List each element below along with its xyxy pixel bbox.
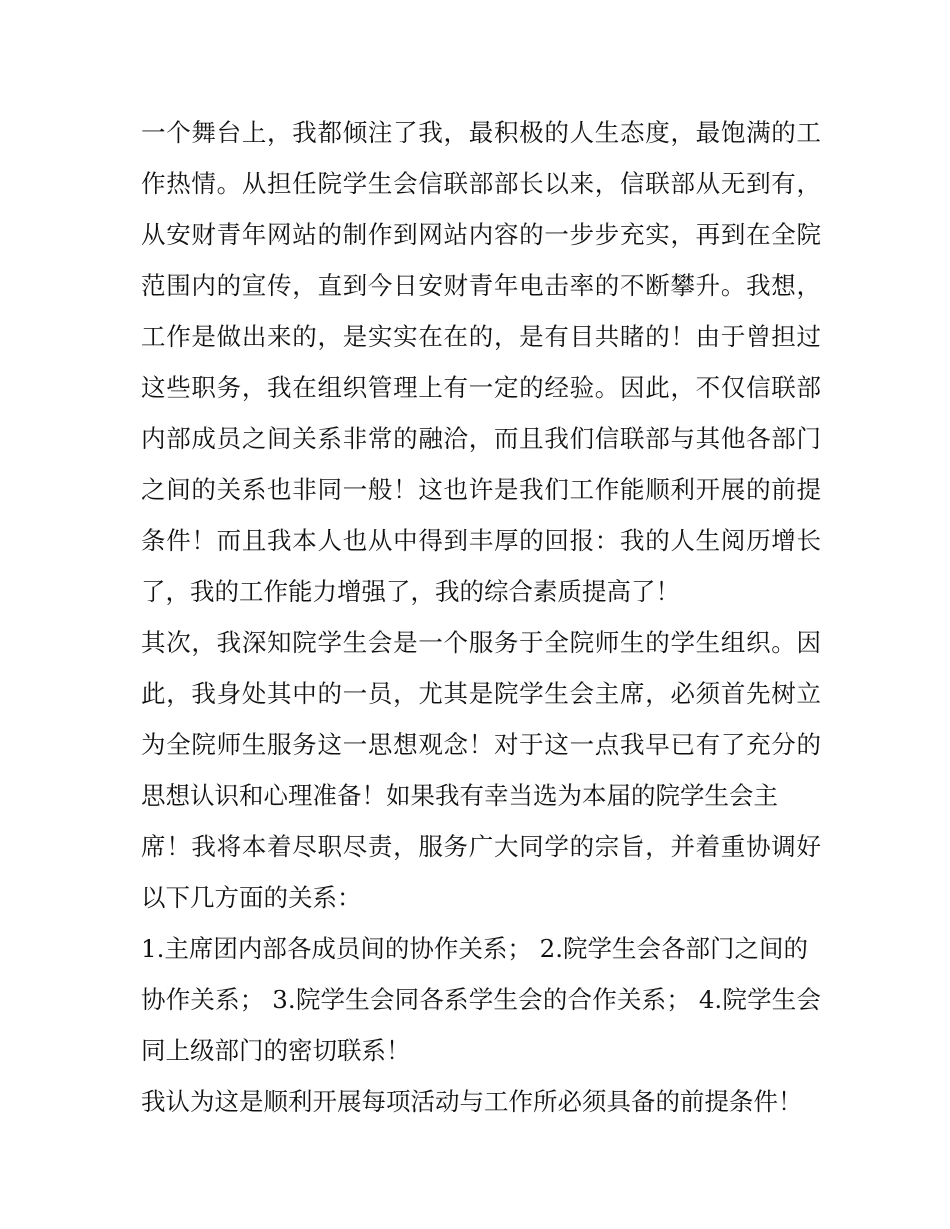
text-line: 条件！而且我本人也从中得到丰厚的回报：我的人生阅历增长 <box>141 526 821 555</box>
text-line: 其次，我深知院学生会是一个服务于全院师生的学生组织。因 <box>141 628 821 657</box>
text-line: 从安财青年网站的制作到网站内容的一步步充实，再到在全院 <box>141 220 821 249</box>
text-line: 此，我身处其中的一员，尤其是院学生会主席，必须首先树立 <box>141 679 821 708</box>
text-line: 以下几方面的关系： <box>141 883 362 912</box>
body-text <box>141 107 821 1127</box>
text-line: 一个舞台上，我都倾注了我，最积极的人生态度，最饱满的工 <box>141 118 821 147</box>
text-line: 之间的关系也非同一般！这也许是我们工作能顺利开展的前提 <box>141 475 821 504</box>
text-line: 这些职务，我在组织管理上有一定的经验。因此，不仅信联部 <box>141 373 821 402</box>
text-line: 范围内的宣传，直到今日安财青年电击率的不断攀升。我想， <box>141 271 821 300</box>
text-line: 内部成员之间关系非常的融洽，而且我们信联部与其他各部门 <box>141 424 821 453</box>
text-line: 思想认识和心理准备！如果我有幸当选为本届的院学生会主 <box>141 781 778 810</box>
text-line: 同上级部门的密切联系！ <box>141 1036 411 1065</box>
text-line: 作热情。从担任院学生会信联部部长以来，信联部从无到有， <box>141 169 821 198</box>
text-line: 为全院师生服务这一思想观念！对于这一点我早已有了充分的 <box>141 730 821 759</box>
text-line: 协作关系； 3.院学生会同各系学生会的合作关系； 4.院学生会 <box>141 985 821 1014</box>
text-line: 工作是做出来的，是实实在在的，是有目共睹的！由于曾担过 <box>141 322 821 351</box>
text-line: 席！我将本着尽职尽责，服务广大同学的宗旨，并着重协调好 <box>141 832 821 861</box>
text-line: 1.主席团内部各成员间的协作关系； 2.院学生会各部门之间的 <box>141 934 809 963</box>
text-line: 我认为这是顺利开展每项活动与工作所必须具备的前提条件！ <box>141 1087 803 1116</box>
text-line: 了，我的工作能力增强了，我的综合素质提高了！ <box>141 577 680 606</box>
